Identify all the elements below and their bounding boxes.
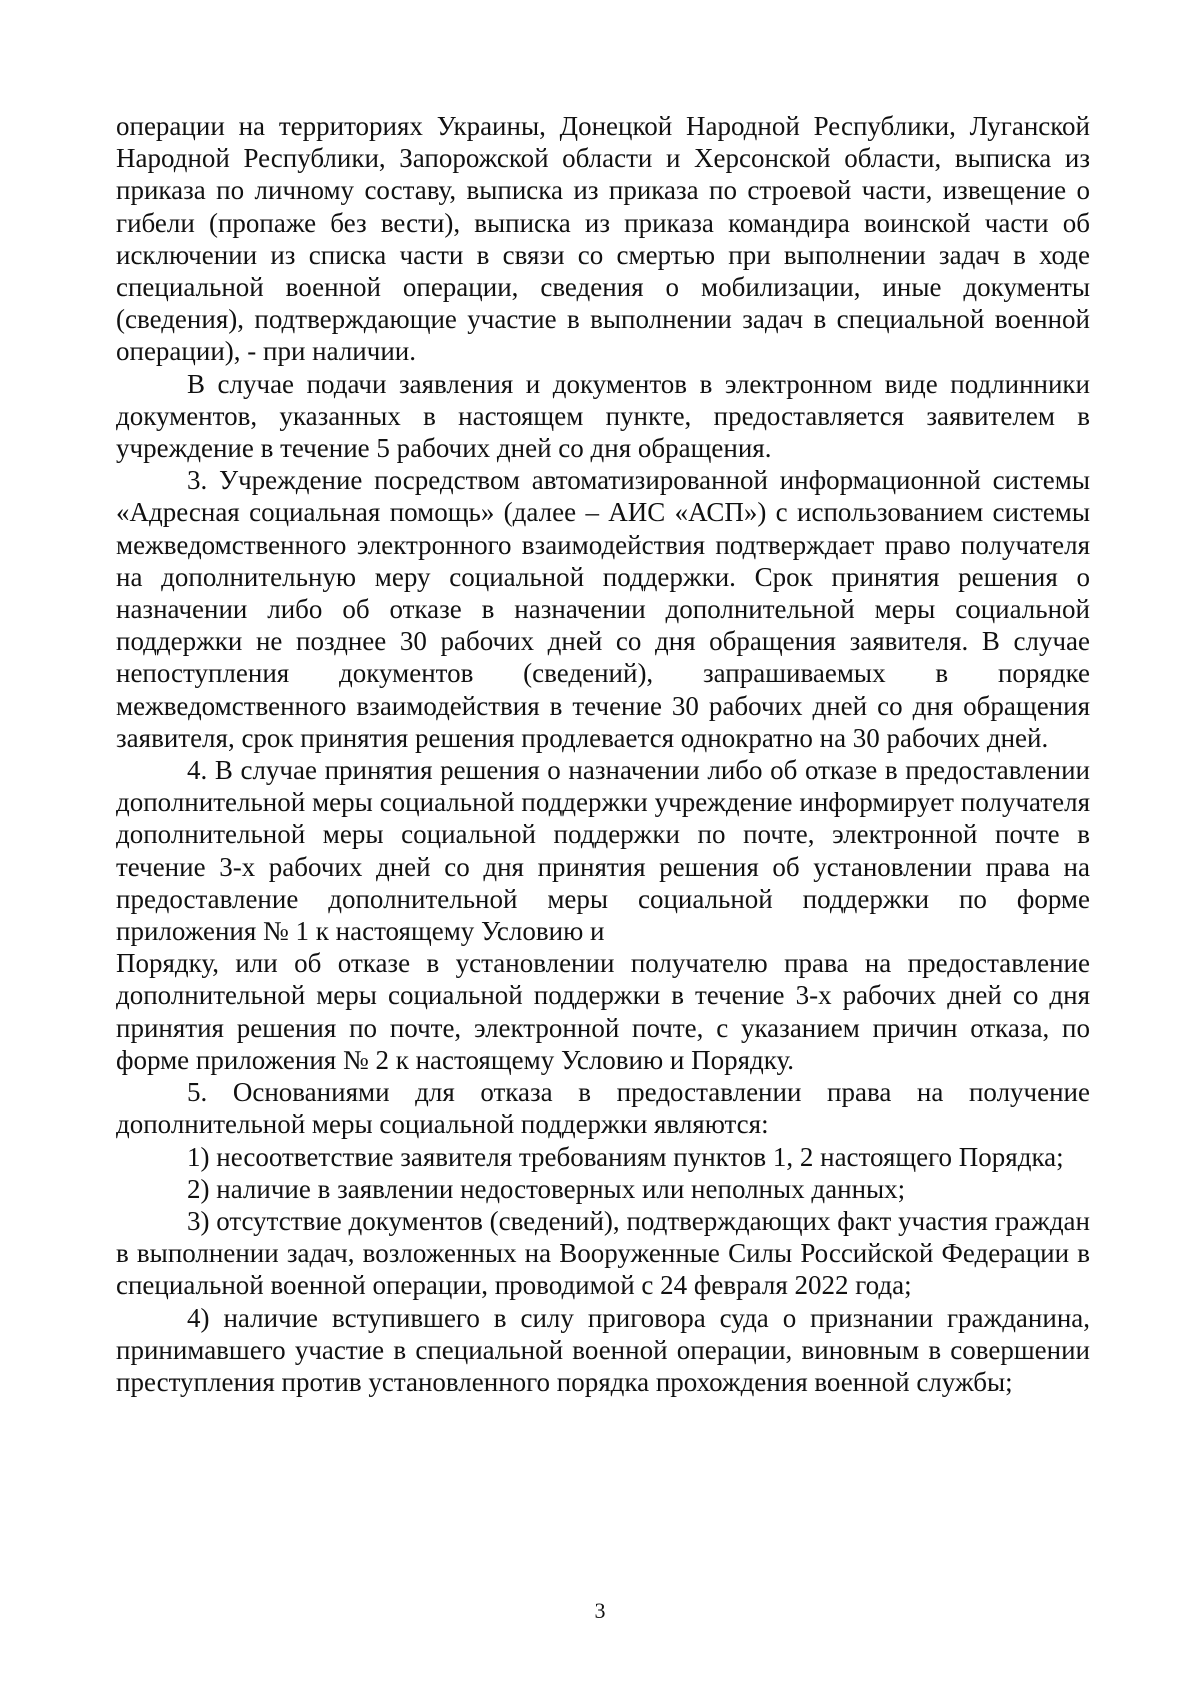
paragraph-continuation: операции на территориях Украины, Донецкой Народной Республики, Луганской Народной Республики, Запорожской области и Херсонской области, выписка из приказа по личному составу, выписка из приказа по строевой части, извещение о гибели (пропаже без вести), выписка из приказа командира воинской части об исключении из списка части в связи со смертью при выполнении задач в ходе специальной военной операции, сведения о мобилизации, иные документы (сведения), подтверждающие участие в выполнении задач в специальной военной операции), - при наличии. bbox=[116, 111, 1090, 367]
paragraph-electronic-submission: В случае подачи заявления и документов в электронном виде подлинники документов, указанных в настоящем пункте, предоставляется заявителем в учреждение в течение 5 рабочих дней со дня обращения. bbox=[116, 368, 1090, 464]
paragraph-item-3: 3. Учреждение посредством автоматизированной информационной системы «Адресная социальная помощь» (далее – АИС «АСП») с использованием системы межведомственного электронного взаимодействия подтверждает право получателя на дополнительную меру социальной поддержки. Срок принятия решения о назначении либо об отказе в назначении дополнительной меры социальной поддержки не позднее 30 рабочих дней со дня обращения заявителя. В случае непоступления документов (сведений), запрашиваемых в порядке межведомственного взаимодействия в течение 30 рабочих дней со дня обращения заявителя, срок принятия решения продлевается однократно на 30 рабочих дней. bbox=[116, 465, 1090, 753]
page-number: 3 bbox=[594, 1598, 606, 1623]
paragraph-subitem-4: 4) наличие вступившего в силу приговора суда о признании гражданина, принимавшего участие в специальной военной операции, виновным в совершении преступления против установленного порядка прохождения военной службы; bbox=[116, 1302, 1090, 1397]
paragraph-subitem-1: 1) несоответствие заявителя требованиям пунктов 1, 2 настоящего Порядка; bbox=[187, 1141, 1064, 1172]
document-body bbox=[116, 110, 1090, 1398]
paragraph-subitem-3: 3) отсутствие документов (сведений), подтверждающих факт участия граждан в выполнении задач, возложенных на Вооруженные Силы Российской Федерации в специальной военной операции, проводимой с 24 февраля 2022 года; bbox=[116, 1205, 1090, 1301]
paragraph-item-4: 4. В случае принятия решения о назначении либо об отказе в предоставлении дополнительной меры социальной поддержки учреждение информирует получателя дополнительной меры социальной поддержки по почте, электронной почте в течение 3-х рабочих дней со дня принятия решения об установлении права на предоставление дополнительной меры социальной поддержки по форме приложения № 1 к настоящему Условию и bbox=[116, 755, 1090, 947]
paragraph-subitem-2: 2) наличие в заявлении недостоверных или неполных данных; bbox=[187, 1173, 906, 1204]
paragraph-item-5: 5. Основаниями для отказа в предоставлении права на получение дополнительной меры социальной поддержки являются: bbox=[116, 1077, 1090, 1140]
paragraph-item-4-continuation: Порядку, или об отказе в установлении получателю права на предоставление дополнительной меры социальной поддержки в течение 3-х рабочих дней со дня принятия решения по почте, электронной почте, с указанием причин отказа, по форме приложения № 2 к настоящему Условию и Порядку. bbox=[116, 948, 1090, 1075]
